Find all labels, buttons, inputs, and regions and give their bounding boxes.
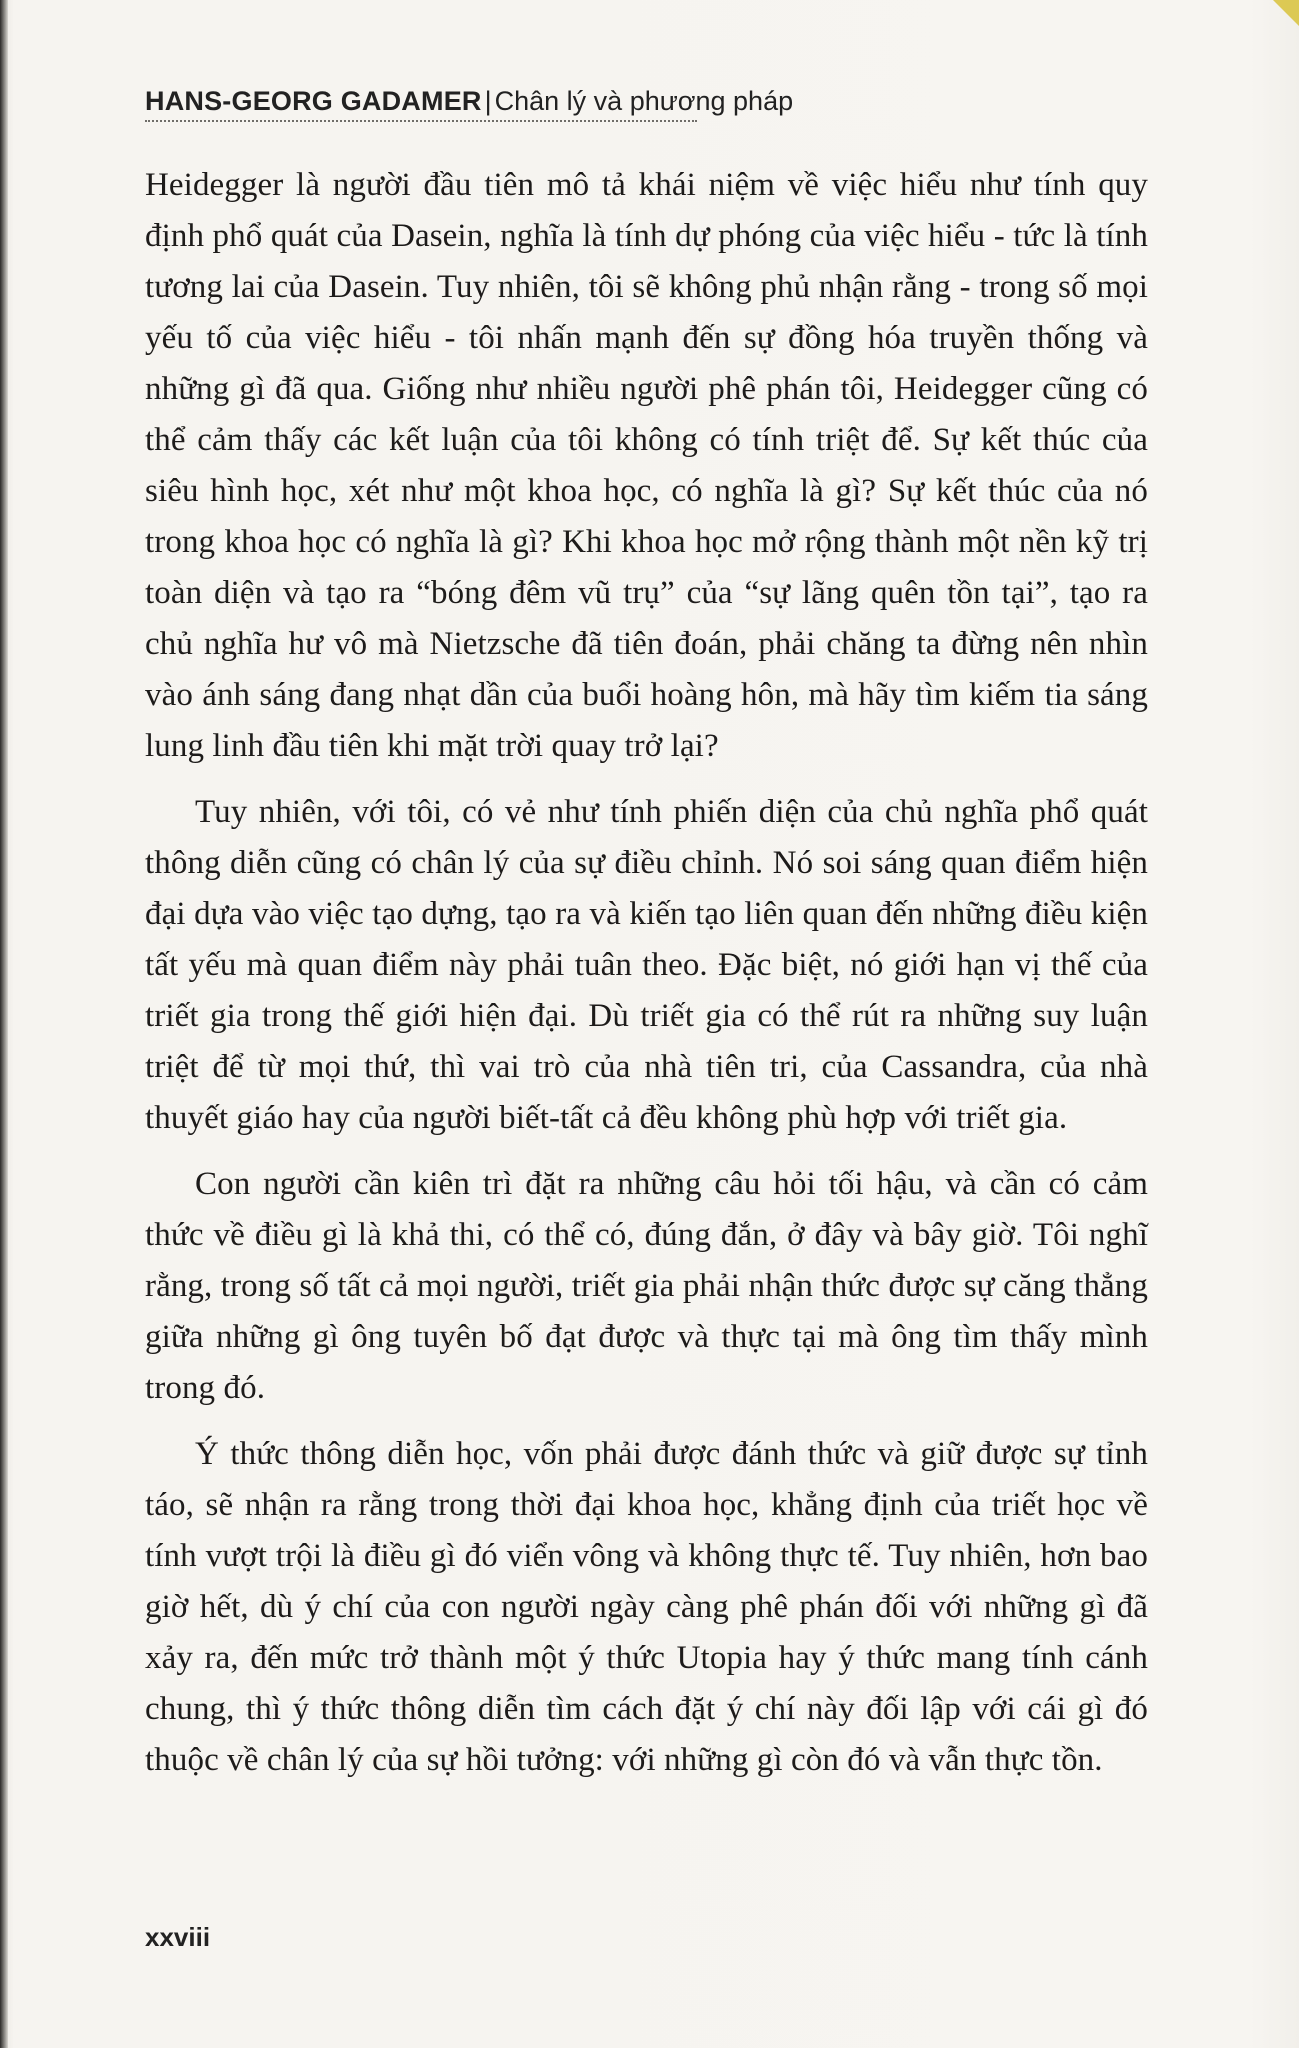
header-separator: | — [484, 86, 492, 116]
header-author: HANS-GEORG GADAMER — [145, 86, 482, 116]
paragraph-2: Tuy nhiên, với tôi, có vẻ như tính phiến diện của chủ nghĩa phổ quát thông diễn cũng có chân lý của sự điều chỉnh. Nó soi sáng quan điểm hiện đại dựa vào việc tạo dựng, tạo ra và kiến tạo liên quan đến những điều kiện tất yếu mà quan điểm này phải tuân theo. Đặc biệt, nó giới hạn vị thế của triết gia trong thế giới hiện đại. Dù triết gia có thể rút ra những suy luận triệt để từ mọi thứ, thì vai trò của nhà tiên tri, của Cassandra, của nhà thuyết giáo hay của người biết-tất cả đều không phù hợp với triết gia. — [145, 794, 1148, 1136]
page-number: xxviii — [145, 1922, 211, 1952]
paragraph-4: Ý thức thông diễn học, vốn phải được đánh thức và giữ được sự tỉnh táo, sẽ nhận ra rằng trong thời đại khoa học, khẳng định của triết học về tính vượt trội là điều gì đó viển vông và không thực tế. Tuy nhiên, hơn bao giờ hết, dù ý chí của con người ngày càng phê phán đối với những gì đã xảy ra, đến mức trở thành một ý thức Utopia hay ý thức mang tính cánh chung, thì ý thức thông diễn tìm cách đặt ý chí này đối lập với cái gì đó thuộc về chân lý của sự hồi tưởng: với những gì còn đó và vẫn thực tồn. — [145, 1436, 1148, 1778]
page-body — [145, 160, 1148, 1786]
page-corner-mark — [1273, 0, 1299, 26]
header-underline — [145, 120, 697, 122]
page-binding-edge — [0, 0, 8, 2048]
header-book-title: Chân lý và phương pháp — [494, 86, 794, 116]
paragraph-1: Heidegger là người đầu tiên mô tả khái niệm về việc hiểu như tính quy định phổ quát của Dasein, nghĩa là tính dự phóng của việc hiểu - tức là tính tương lai của Dasein. Tuy nhiên, tôi sẽ không phủ nhận rằng - trong số mọi yếu tố của việc hiểu - tôi nhấn mạnh đến sự đồng hóa truyền thống và những gì đã qua. Giống như nhiều người phê phán tôi, Heidegger cũng có thể cảm thấy các kết luận của tôi không có tính triệt để. Sự kết thúc của siêu hình học, xét như một khoa học, có nghĩa là gì? Sự kết thúc của nó trong khoa học có nghĩa là gì? Khi khoa học mở rộng thành một nền kỹ trị toàn diện và tạo ra “bóng đêm vũ trụ” của “sự lãng quên tồn tại”, tạo ra chủ nghĩa hư vô mà Nietzsche đã tiên đoán, phải chăng ta đừng nên nhìn vào ánh sáng đang nhạt dần của buổi hoàng hôn, mà hãy tìm kiếm tia sáng lung linh đầu tiên khi mặt trời quay trở lại? — [145, 167, 1148, 764]
paragraph-3: Con người cần kiên trì đặt ra những câu hỏi tối hậu, và cần có cảm thức về điều gì là khả thi, có thể có, đúng đắn, ở đây và bây giờ. Tôi nghĩ rằng, trong số tất cả mọi người, triết gia phải nhận thức được sự căng thẳng giữa những gì ông tuyên bố đạt được và thực tại mà ông tìm thấy mình trong đó. — [145, 1166, 1148, 1406]
running-header — [145, 86, 793, 117]
